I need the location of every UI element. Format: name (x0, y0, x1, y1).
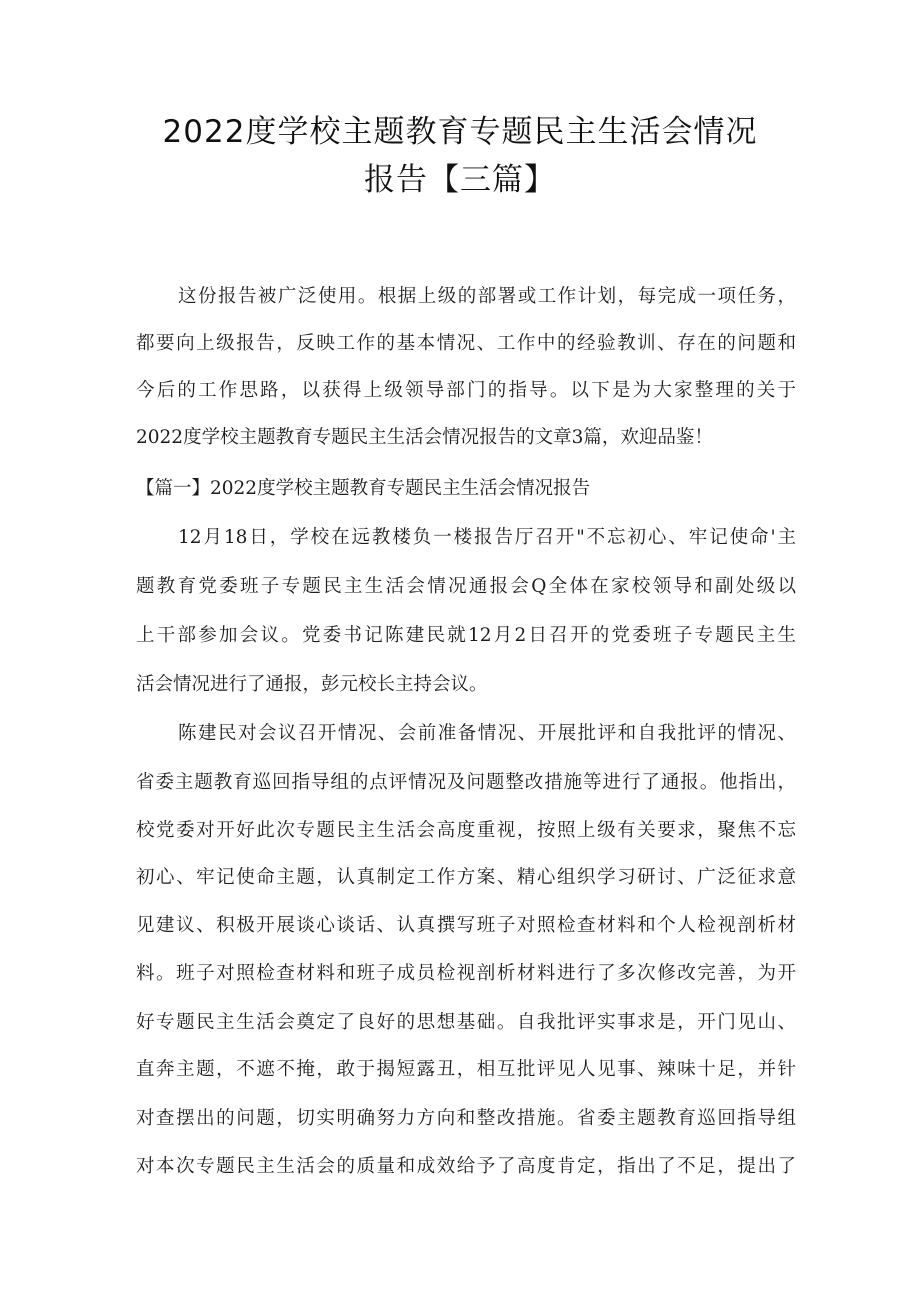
paragraph-1-line: 活会情况进行了通报，彭元校长主持会议。 (136, 674, 488, 695)
paragraph-2-line: 校党委对开好此次专题民主生活会高度重视，按照上级有关要求，聚焦不忘 (136, 820, 796, 841)
paragraph-1-line: 上干部参加会议。党委书记陈建民就12月2日召开的党委班子专题民主生 (136, 625, 796, 646)
intro-line: 都要向上级报告，反映工作的基本情况、工作中的经验教训、存在的问题和 (136, 333, 796, 354)
paragraph-2-line: 好专题民主生活会奠定了良好的思想基础。自我批评实事求是，开门见山、 (136, 1012, 796, 1033)
paragraph-2-line: 省委主题教育巡回指导组的点评情况及问题整改措施等进行了通报。他指出， (136, 772, 796, 793)
paragraph-1-line: 题教育党委班子专题民主生活会情况通报会Q全体在家校领导和副处级以 (136, 576, 796, 597)
document-title-line-1: 2022度学校主题教育专题民主生活会情况 (162, 114, 758, 150)
section-heading: 【篇一】2022度学校主题教育专题民主生活会情况报告 (136, 478, 591, 499)
paragraph-2-line: 料。班子对照检查材料和班子成员检视剖析材料进行了多次修改完善，为开 (136, 963, 796, 984)
paragraph-2-line: 直奔主题，不遮不掩，敢于揭短露丑，相互批评见人见事、辣味十足，并针 (136, 1059, 796, 1080)
intro-line: 这份报告被广泛使用。根据上级的部署或工作计划，每完成一项任务， (178, 286, 796, 307)
paragraph-2-line: 对本次专题民主生活会的质量和成效给予了高度肯定，指出了不足，提出了 (136, 1156, 796, 1177)
paragraph-2-line: 见建议、积极开展谈心谈话、认真撰写班子对照检查材料和个人检视剖析材 (136, 915, 796, 936)
intro-line: 2022度学校主题教育专题民主生活会情况报告的文章3篇，欢迎品鉴！ (136, 427, 713, 448)
paragraph-1-line: 12月18日，学校在远教楼负一楼报告厅召开"不忘初心、牢记使命'主 (178, 527, 796, 548)
intro-line: 今后的工作思路，以获得上级领导部门的指导。以下是为大家整理的关于 (136, 380, 796, 401)
document-title-line-2: 报告【三篇】 (364, 162, 556, 198)
paragraph-2-line: 对查摆出的问题，切实明确努力方向和整改措施。省委主题教育巡回指导组 (136, 1108, 796, 1129)
paragraph-2-line: 初心、牢记使命主题，认真制定工作方案、精心组织学习研讨、广泛征求意 (136, 867, 796, 888)
paragraph-2-line: 陈建民对会议召开情况、会前准备情况、开展批评和自我批评的情况、 (178, 723, 796, 744)
